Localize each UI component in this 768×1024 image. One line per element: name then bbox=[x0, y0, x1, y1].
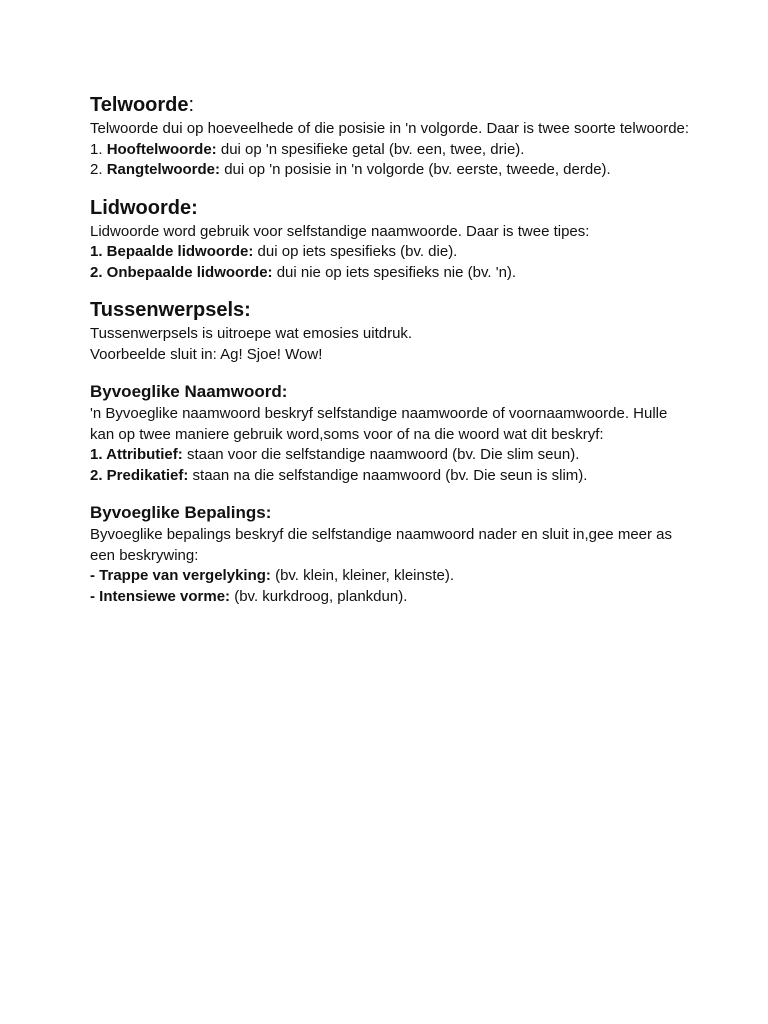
byvoeglike-bepalings-intro: Byvoeglike bepalings beskryf die selfstandige naamwoord nader en sluit in,gee meer as een beskrywing: bbox=[90, 526, 673, 564]
lidwoorde-intro: Lidwoorde word gebruik voor selfstandige naamwoorde. Daar is twee tipes: bbox=[90, 222, 590, 240]
item-text: dui op iets spesifieks (bv. die). bbox=[253, 243, 458, 260]
item-text: (bv. kurkdroog, plankdun). bbox=[230, 587, 408, 605]
telwoorde-intro: Telwoorde dui op hoeveelhede of die posisie in 'n volgorde. Daar is twee soorte telwoorde: bbox=[90, 120, 690, 137]
section-byvoeglike-bepalings bbox=[90, 502, 690, 607]
heading-telwoorde-colon: : bbox=[188, 94, 195, 116]
item-text: dui nie op iets spesifieks nie (bv. 'n). bbox=[272, 263, 517, 281]
byvoeglike-naamwoord-item-2 bbox=[90, 466, 690, 487]
item-term: - Intensiewe vorme: bbox=[90, 587, 231, 605]
lidwoorde-item-1 bbox=[90, 242, 690, 263]
heading-byvoeglike-bepalings: Byvoeglike Bepalings: bbox=[90, 503, 272, 522]
item-term: Rangtelwoorde: bbox=[106, 161, 221, 178]
telwoorde-item-1 bbox=[90, 140, 690, 161]
item-text: dui op 'n posisie in 'n volgorde (bv. eerste, tweede, derde). bbox=[220, 161, 611, 178]
heading-tussenwerpsels: Tussenwerpsels: bbox=[90, 299, 251, 321]
item-term: 1. Bepaalde lidwoorde: bbox=[90, 243, 254, 260]
byvoeglike-naamwoord-intro: 'n Byvoeglike naamwoord beskryf selfstandige naamwoorde of voornaamwoorde. Hulle kan op twee maniere gebruik word,soms voor of na die woord wat dit beskryf: bbox=[90, 405, 668, 443]
item-text: dui op 'n spesifieke getal (bv. een, twee, drie). bbox=[216, 140, 525, 158]
item-term: 1. Attributief: bbox=[90, 446, 183, 463]
item-term: - Trappe van vergelyking: bbox=[90, 567, 271, 584]
telwoorde-item-2 bbox=[90, 160, 690, 181]
item-text: (bv. klein, kleiner, kleinste). bbox=[270, 567, 455, 584]
lidwoorde-item-2 bbox=[90, 263, 690, 284]
byvoeglike-naamwoord-item-1 bbox=[90, 445, 690, 466]
byvoeglike-bepalings-item-1 bbox=[90, 566, 690, 587]
item-term: 2. Onbepaalde lidwoorde: bbox=[90, 263, 273, 281]
section-telwoorde bbox=[90, 92, 690, 181]
heading-lidwoorde: Lidwoorde: bbox=[90, 196, 198, 219]
section-tussenwerpsels bbox=[90, 297, 690, 365]
item-term: 2. Predikatief: bbox=[90, 466, 189, 484]
byvoeglike-bepalings-item-2 bbox=[90, 587, 690, 608]
tussenwerpsels-line-2: Voorbeelde sluit in: Ag! Sjoe! Wow! bbox=[90, 345, 323, 363]
item-term: Hooftelwoorde: bbox=[106, 140, 217, 158]
heading-byvoeglike-naamwoord: Byvoeglike Naamwoord: bbox=[90, 382, 288, 401]
item-prefix: 2. bbox=[90, 161, 107, 178]
document-page bbox=[90, 92, 690, 607]
item-prefix: 1. bbox=[90, 140, 107, 158]
tussenwerpsels-line-1: Tussenwerpsels is uitroepe wat emosies uitdruk. bbox=[90, 325, 413, 342]
section-byvoeglike-naamwoord bbox=[90, 381, 690, 486]
section-lidwoorde bbox=[90, 195, 690, 284]
heading-telwoorde bbox=[90, 92, 690, 118]
item-text: staan na die selfstandige naamwoord (bv. Die seun is slim). bbox=[188, 466, 588, 484]
heading-telwoorde-text: Telwoorde bbox=[90, 94, 189, 116]
item-text: staan voor die selfstandige naamwoord (bv. Die slim seun). bbox=[182, 446, 580, 463]
